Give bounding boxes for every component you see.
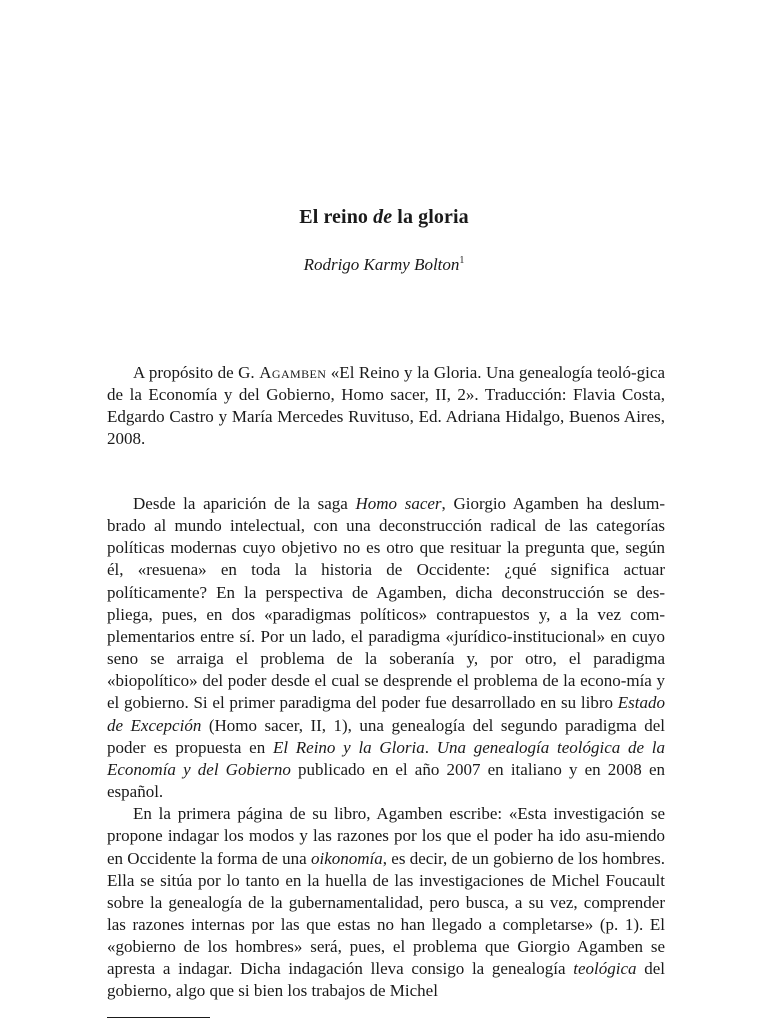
body-text [107, 493, 665, 1003]
p1-italic-2: Estado de Excepción [107, 693, 665, 735]
review-text: «El Reino y la Gloria. Una genealogía teoló-gica de la Economía y del Gobierno, Homo sacer, II, 2». Traducción: Flavia Costa, Edgardo Castro y María Mercedes Ruvituso, Ed. Adriana Hidalgo, Buenos Aires, 2008. [107, 363, 665, 449]
p1-text-4: . [424, 737, 437, 757]
p1-text-2: , Giorgio Agamben ha deslum-brado al mundo intelectual, con una deconstrucción radical de las categorías políticas modernas cuyo objetivo no es otro que resituar la pregunta que, según él, «resuena» en toda la historia de Occidente: ¿qué significa actuar políticamente? En la perspectiva de Agamben, dicha deconstrucción se des-pliega, pues, en dos «paradigmas políticos» contrapuestos y, a la vez com-plementarios entre sí. Por un lado, el paradigma «jurídico-institucional» en cuyo seno se arraiga el problema de la soberanía y, por otro, el paradigma «biopolítico» del poder desde el cual se desprende el problema de la econo-mía y el gobierno. Si el primer paradigma del poder fue desarrollado en su libro [107, 494, 665, 713]
p2-text-3: del gobierno, algo que si bien los trabajos de Michel [107, 959, 665, 1001]
p1-italic-3: El Reino y la Gloria [272, 737, 425, 757]
footnote-mark: 1 [459, 255, 465, 266]
body-paragraph-2 [107, 803, 665, 1002]
p2-italic-2: teológica [573, 959, 637, 979]
review-author: Agamben [259, 363, 327, 382]
p1-italic-1: Homo sacer [355, 494, 442, 513]
p2-italic-1: oikonomía [310, 848, 383, 868]
review-paragraph [107, 362, 665, 451]
title-part-1: El reino [299, 206, 374, 228]
p2-text-1: En la primera página de su libro, Agamben escribe: «Esta investigación se propone indagar los modos y las razones por los que el poder ha ido asu-miendo en Occidente la forma de una [107, 804, 665, 868]
p1-italic-4: Una genealogía teológica de la Economía y del Gobierno [107, 737, 665, 779]
review-prefix: A propósito de G. [133, 363, 260, 382]
p1-text-1: Desde la aparición de la saga [133, 494, 356, 513]
author-name: Rodrigo Karmy Bolton [303, 255, 460, 274]
title-part-2-italic: de [373, 206, 393, 228]
title-part-3: la gloria [392, 206, 469, 228]
author-line [0, 255, 768, 275]
footnote-separator [107, 1017, 210, 1018]
p1-text-5: publicado en el año 2007 en italiano y en 2008 en español. [107, 759, 665, 802]
page-title [0, 206, 768, 229]
body-paragraph-1 [107, 493, 665, 803]
p2-text-2: , es decir, de un gobierno de los hombres. Ella se sitúa por lo tanto en la huella de las investigaciones de Michel Foucault sobre la genealogía de la gubernamentalidad, pero busca, a su vez, comprender las razones internas por las que estas no han llegado a completarse» (p. 1). El «gobierno de los hombres» será, pues, el problema que Giorgio Agamben se apresta a indagar. Dicha indagación lleva consigo la genealogía [107, 848, 665, 979]
review-reference [107, 362, 665, 451]
p1-text-3: (Homo sacer, II, 1), una genealogía del segundo paradigma del poder es propuesta en [107, 715, 665, 757]
